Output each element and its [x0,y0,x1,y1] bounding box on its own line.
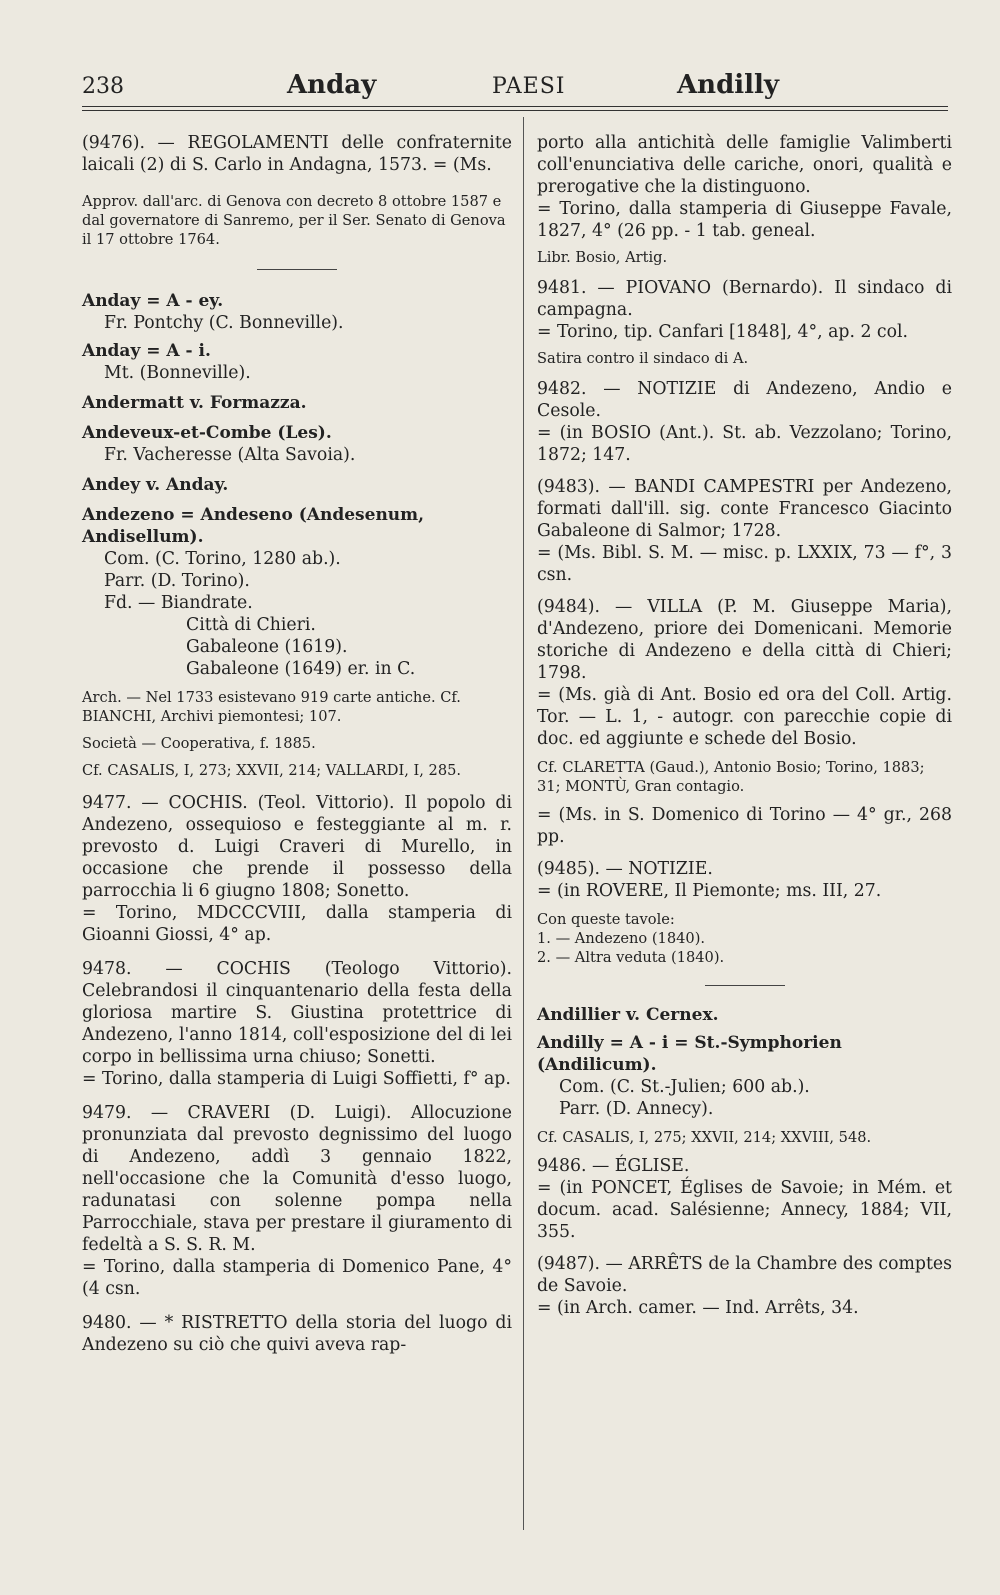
heading-andey: Andey v. Anday. [82,475,229,495]
andilly-cf: Cf. CASALIS, I, 275; XXVII, 214; XXVIII, 548. [537,1129,872,1146]
entry-9477: 9477. — COCHIS. (Teol. Vittorio). Il popolo di Andezeno, ossequioso e festeggiante al m. r. prevosto d. Luigi Craveri di Murello, in occasione che prende il possesso della parrocchia li 6 giugno 1808; Sonetto. [82,793,512,901]
entry-9487: (9487). — ARRÊTS de la Chambre des comptes de Savoie. [537,1254,952,1296]
tavola-1: 1. — Andezeno (1840). [537,930,706,947]
andilly-parr: Parr. (D. Annecy). [559,1099,714,1119]
entry-9484-ref: = (Ms. già di Ant. Bosio ed ora del Coll. Artig. Tor. — L. 1, - autogr. con parecchie copie di doc. ed aggiunte e schede del Bosio. [537,685,952,749]
heading-andezeno: Andezeno = Andeseno (Andesenum, Andisellum). [82,505,425,547]
heading-andeveux: Andeveux-et-Combe (Les). [82,423,332,443]
running-header [82,68,952,104]
entry-9481: 9481. — PIOVANO (Bernardo). Il sindaco di campagna. [537,278,952,320]
heading-anday-1: Anday = A - ey. [82,291,224,311]
entry-9480: 9480. — * RISTRETTO della storia del luogo di Andezeno su ciò che quivi aveva rap- [82,1313,512,1355]
entry-9485: (9485). — NOTIZIE. [537,859,713,879]
header-right-word: Andilly [677,70,779,100]
header-rule-2 [82,110,948,111]
header-rule [82,106,948,107]
andezeno-com: Com. (C. Torino, 1280 ab.). [104,549,341,569]
separator [705,985,785,986]
entry-9476-note: Approv. dall'arc. di Genova con decreto 8 ottobre 1587 e dal governatore di Sanremo, per il Ser. Senato di Genova il 17 ottobre 1764. [82,193,506,248]
entry-9482-ref: = (in BOSIO (Ant.). St. ab. Vezzolano; Torino, 1872; 147. [537,423,952,465]
entry-9477-imprint: = Torino, MDCCCVIII, dalla stamperia di Gioanni Giossi, 4° ap. [82,903,512,945]
entry-9483-ref: = (Ms. Bibl. S. M. — misc. p. LXXIX, 73 — f°, 3 csn. [537,543,952,585]
andezeno-cf: Cf. CASALIS, I, 273; XXVII, 214; VALLARDI, I, 285. [82,762,462,779]
left-column [82,132,512,1356]
entry-9483: (9483). — BANDI CAMPESTRI per Andezeno, formati dall'ill. sig. conte Francesco Giacinto Gabaleone di Salmor; 1728. [537,477,952,541]
andezeno-societa: Società — Cooperativa, f. 1885. [82,735,316,752]
header-left-word: Anday [287,70,377,100]
heading-andermatt: Andermatt v. Formazza. [82,393,307,413]
entry-9480-imprint: = Torino, dalla stamperia di Giuseppe Favale, 1827, 4° (26 pp. - 1 tab. geneal. [537,199,952,241]
entry-9478: 9478. — COCHIS (Teologo Vittorio). Celebrandosi il cinquantenario della festa della gloriosa martire S. Giustina protettrice di Andezeno, l'anno 1814, coll'esposizione del di lei corpo in bellissima urna chiuso; Sonetti. [82,959,512,1067]
entry-9486-ref: = (in PONCET, Églises de Savoie; in Mém. et docum. acad. Salésienne; Annecy, 1884; VII, 355. [537,1178,952,1242]
heading-andillier: Andillier v. Cernex. [537,1005,719,1025]
right-column [537,132,952,1319]
entry-9482: 9482. — NOTIZIE di Andezeno, Andio e Cesole. [537,379,952,421]
entry-9481-note: Satira contro il sindaco di A. [537,350,749,367]
entry-9487-ref: = (in Arch. camer. — Ind. Arrêts, 34. [537,1298,859,1318]
entry-9486: 9486. — ÉGLISE. [537,1156,690,1176]
tavole-intro: Con queste tavole: [537,911,675,928]
anday-2-mt: Mt. (Bonneville). [104,363,251,383]
entry-9485-ref: = (in ROVERE, Il Piemonte; ms. III, 27. [537,881,882,901]
tavola-2: 2. — Altra veduta (1840). [537,949,725,966]
entry-9484-ref-2: = (Ms. in S. Domenico di Torino — 4° gr., 268 pp. [537,805,952,847]
andezeno-fd: Fd. — Biandrate. [104,593,253,613]
andezeno-fd-3: Gabaleone (1619). [186,637,348,657]
heading-andilly: Andilly = A - i = St.-Symphorien (Andilicum). [537,1033,842,1075]
header-section: PAESI [492,74,566,99]
separator [257,269,337,270]
entry-9484-note: Cf. CLARETTA (Gaud.), Antonio Bosio; Torino, 1883; 31; MONTÙ, Gran contagio. [537,759,925,795]
entry-9478-imprint: = Torino, dalla stamperia di Luigi Soffietti, f° ap. [82,1069,511,1089]
entry-9480-cont: porto alla antichità delle famiglie Valimberti coll'enunciativa delle cariche, onori, qualità e prerogative che la distinguono. [537,133,952,197]
andezeno-fd-4: Gabaleone (1649) er. in C. [186,659,416,679]
entry-9479-imprint: = Torino, dalla stamperia di Domenico Pane, 4° (4 csn. [82,1257,512,1299]
andezeno-parr: Parr. (D. Torino). [104,571,250,591]
heading-anday-2: Anday = A - i. [82,341,211,361]
column-divider [523,117,524,1530]
andezeno-arch: Arch. — Nel 1733 esistevano 919 carte antiche. Cf. BIANCHI, Archivi piemontesi; 107. [82,689,461,725]
entry-9476: (9476). — REGOLAMENTI delle confraternite laicali (2) di S. Carlo in Andagna, 1573. = (Ms. [82,133,512,175]
entry-9480-note: Libr. Bosio, Artig. [537,249,668,266]
andeveux-fr: Fr. Vacheresse (Alta Savoia). [104,445,356,465]
entry-9481-imprint: = Torino, tip. Canfari [1848], 4°, ap. 2 col. [537,322,909,342]
entry-9479: 9479. — CRAVERI (D. Luigi). Allocuzione pronunziata dal prevosto degnissimo del luogo di Andezeno, addì 3 gennaio 1822, nell'occasione che la Comunità d'esso luogo, radunatasi con solenne pompa nella Parrocchiale, stava per prestare il giuramento di fedeltà a S. S. R. M. [82,1103,512,1255]
page-number: 238 [82,74,124,99]
entry-9484: (9484). — VILLA (P. M. Giuseppe Maria), d'Andezeno, priore dei Domenicani. Memorie storiche di Andezeno e della città di Chieri; 1798. [537,597,952,683]
andezeno-fd-2: Città di Chieri. [186,615,316,635]
anday-1-fr: Fr. Pontchy (C. Bonneville). [104,313,344,333]
andilly-com: Com. (C. St.-Julien; 600 ab.). [559,1077,810,1097]
